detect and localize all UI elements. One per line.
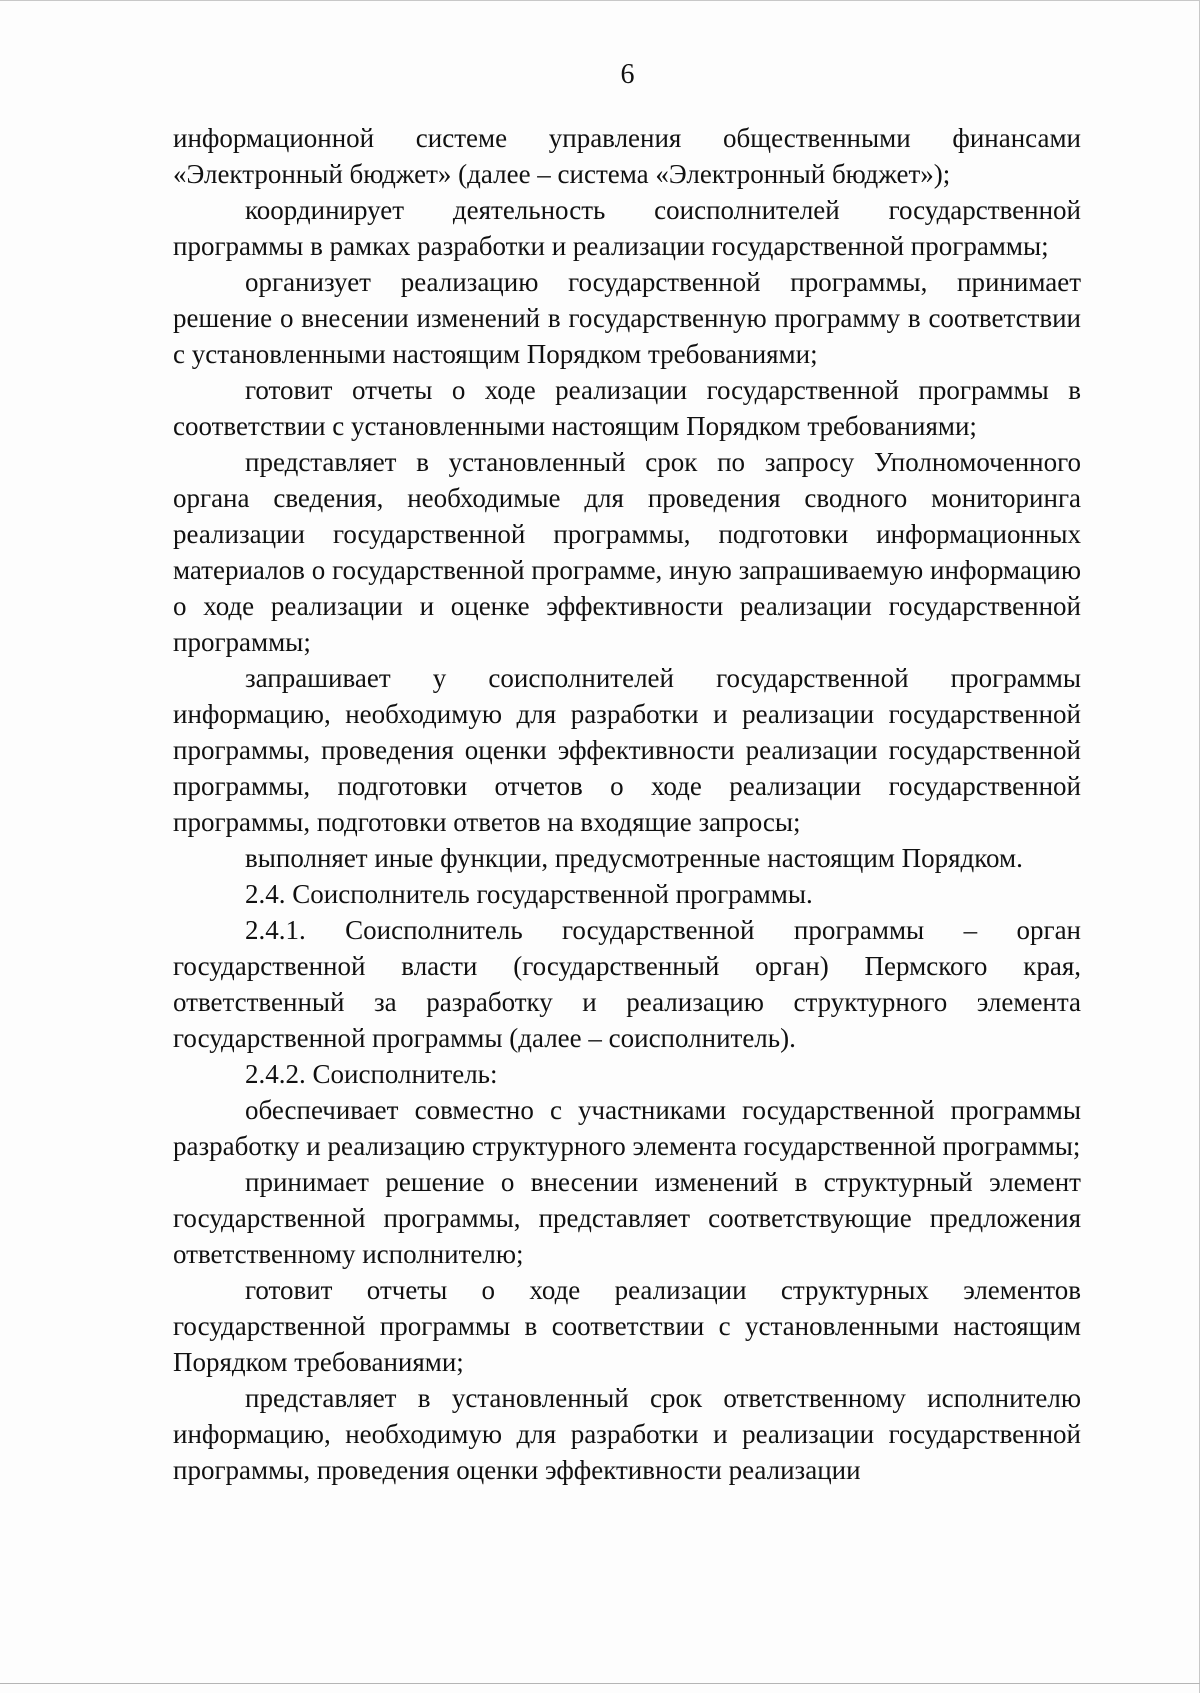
paragraph-continuation: информационной системе управления общественными финансами «Электронный бюджет» (далее – система «Электронный бюджет»); bbox=[173, 123, 1081, 189]
paragraph: готовит отчеты о ходе реализации структурных элементов государственной программы в соответствии с установленными настоящим Порядком требованиями; bbox=[173, 1275, 1081, 1377]
paragraph: представляет в установленный срок по запросу Уполномоченного органа сведения, необходимые для проведения сводного мониторинга реализации государственной программы, подготовки информационных материалов о государственной программе, иную запрашиваемую информацию о ходе реализации и оценке эффективности реализации государственной программы; bbox=[173, 447, 1081, 657]
paragraph: координирует деятельность соисполнителей государственной программы в рамках разработки и реализации государственной программы; bbox=[173, 195, 1081, 261]
paragraph: принимает решение о внесении изменений в структурный элемент государственной программы, представляет соответствующие предложения ответственному исполнителю; bbox=[173, 1167, 1081, 1269]
paragraph: выполняет иные функции, предусмотренные настоящим Порядком. bbox=[245, 843, 1023, 873]
paragraph: организует реализацию государственной программы, принимает решение о внесении изменений в государственную программу в соответствии с установленными настоящим Порядком требованиями; bbox=[173, 267, 1081, 369]
paragraph: 2.4.1. Соисполнитель государственной программы – орган государственной власти (государственный орган) Пермского края, ответственный за разработку и реализацию структурного элемента государственной программы (далее – соисполнитель). bbox=[173, 915, 1081, 1053]
document-body bbox=[173, 120, 1081, 1488]
paragraph: запрашивает у соисполнителей государственной программы информацию, необходимую для разработки и реализации государственной программы, проведения оценки эффективности реализации государственной программы, подготовки отчетов о ходе реализации государственной программы, подготовки ответов на входящие запросы; bbox=[173, 663, 1081, 837]
paragraph-continues-next-page: представляет в установленный срок ответственному исполнителю информацию, необходимую для разработки и реализации государственной программы, проведения оценки эффективности реализации bbox=[173, 1383, 1081, 1485]
subsection-heading: 2.4.2. Соисполнитель: bbox=[245, 1059, 498, 1089]
section-heading: 2.4. Соисполнитель государственной программы. bbox=[245, 879, 813, 909]
page-bottom-edge bbox=[0, 1683, 1200, 1684]
paragraph: обеспечивает совместно с участниками государственной программы разработку и реализацию структурного элемента государственной программы; bbox=[173, 1095, 1081, 1161]
page-number: 6 bbox=[620, 59, 635, 90]
paragraph: готовит отчеты о ходе реализации государственной программы в соответствии с установленными настоящим Порядком требованиями; bbox=[173, 375, 1081, 441]
